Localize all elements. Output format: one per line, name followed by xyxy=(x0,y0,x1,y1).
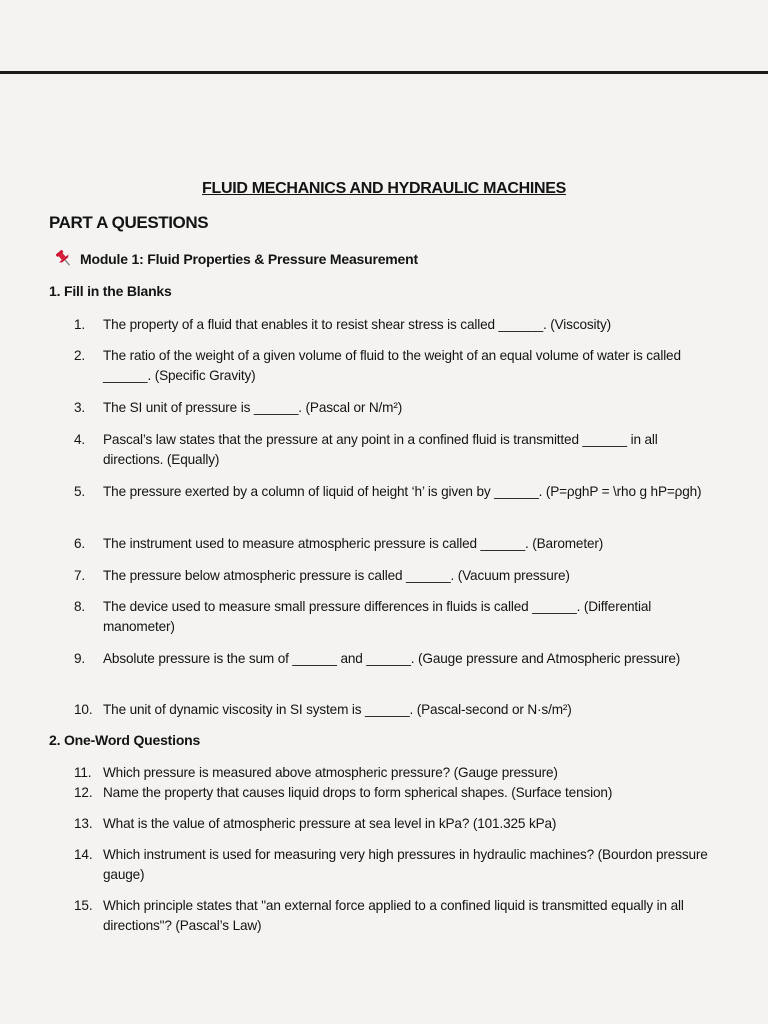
part-heading: PART A QUESTIONS xyxy=(49,213,209,232)
list-item xyxy=(74,346,714,386)
question-text: The ratio of the weight of a given volume of fluid to the weight of an equal volume of water is called ______. (Specific Gravity) xyxy=(103,348,681,383)
list-item xyxy=(74,845,714,885)
question-number: 9. xyxy=(74,651,86,666)
question-number: 14. xyxy=(74,847,93,862)
question-text: What is the value of atmospheric pressure at sea level in kPa? (101.325 kPa) xyxy=(103,816,557,831)
top-rule xyxy=(0,71,768,74)
section-heading-one-word: 2. One-Word Questions xyxy=(49,732,201,748)
list-item xyxy=(74,566,714,586)
question-number: 4. xyxy=(74,432,86,447)
question-number: 12. xyxy=(74,785,93,800)
pushpin-icon xyxy=(52,250,74,268)
question-text: Which instrument is used for measuring very high pressures in hydraulic machines? (Bourdon pressure gauge) xyxy=(103,847,708,882)
question-number: 7. xyxy=(74,568,86,583)
question-text: Absolute pressure is the sum of ______ and ______. (Gauge pressure and Atmospheric pressure) xyxy=(103,651,681,666)
question-number: 13. xyxy=(74,816,93,831)
list-item xyxy=(74,896,714,936)
section-heading-fill-blanks: 1. Fill in the Blanks xyxy=(49,283,172,299)
document-title: FLUID MECHANICS AND HYDRAULIC MACHINES xyxy=(202,180,566,197)
list-item xyxy=(74,534,714,554)
module-heading-label: Module 1: Fluid Properties & Pressure Measurement xyxy=(80,251,418,267)
question-number: 6. xyxy=(74,536,86,551)
list-item xyxy=(74,597,714,637)
question-number: 15. xyxy=(74,898,93,913)
question-text: The SI unit of pressure is ______. (Pascal or N/m²) xyxy=(103,400,403,415)
list-item xyxy=(74,482,714,502)
question-number: 1. xyxy=(74,317,86,332)
question-number: 11. xyxy=(74,765,92,780)
list-item xyxy=(74,763,714,783)
question-text: Name the property that causes liquid drops to form spherical shapes. (Surface tension) xyxy=(103,785,613,800)
question-text: The device used to measure small pressure differences in fluids is called ______. (Differential manometer) xyxy=(103,599,652,634)
list-item xyxy=(74,315,714,335)
question-text: The pressure below atmospheric pressure is called ______. (Vacuum pressure) xyxy=(103,568,570,583)
list-item xyxy=(74,430,714,470)
question-number: 10. xyxy=(74,702,93,717)
question-text: Which pressure is measured above atmospheric pressure? (Gauge pressure) xyxy=(103,765,558,780)
question-number: 8. xyxy=(74,599,86,614)
question-number: 3. xyxy=(74,400,86,415)
question-text: The property of a fluid that enables it to resist shear stress is called ______. (Viscosity) xyxy=(103,317,612,332)
list-item xyxy=(74,700,714,720)
list-item xyxy=(74,814,714,834)
question-text: Which principle states that "an external force applied to a confined liquid is transmitted equally in all directions"? (Pascal’s Law) xyxy=(103,898,684,933)
question-number: 5. xyxy=(74,484,86,499)
module-heading xyxy=(52,250,418,268)
question-text: Pascal’s law states that the pressure at any point in a confined fluid is transmitted ______ in all directions. (Equally) xyxy=(103,432,658,467)
list-item xyxy=(74,398,714,418)
question-text: The pressure exerted by a column of liquid of height ‘h’ is given by ______. (P=ρghP = \rho g hP=ρgh) xyxy=(103,484,702,499)
list-item xyxy=(74,783,714,803)
question-text: The unit of dynamic viscosity in SI system is ______. (Pascal-second or N·s/m²) xyxy=(103,702,572,717)
question-text: The instrument used to measure atmospheric pressure is called ______. (Barometer) xyxy=(103,536,604,551)
list-item xyxy=(74,649,714,669)
question-number: 2. xyxy=(74,348,86,363)
